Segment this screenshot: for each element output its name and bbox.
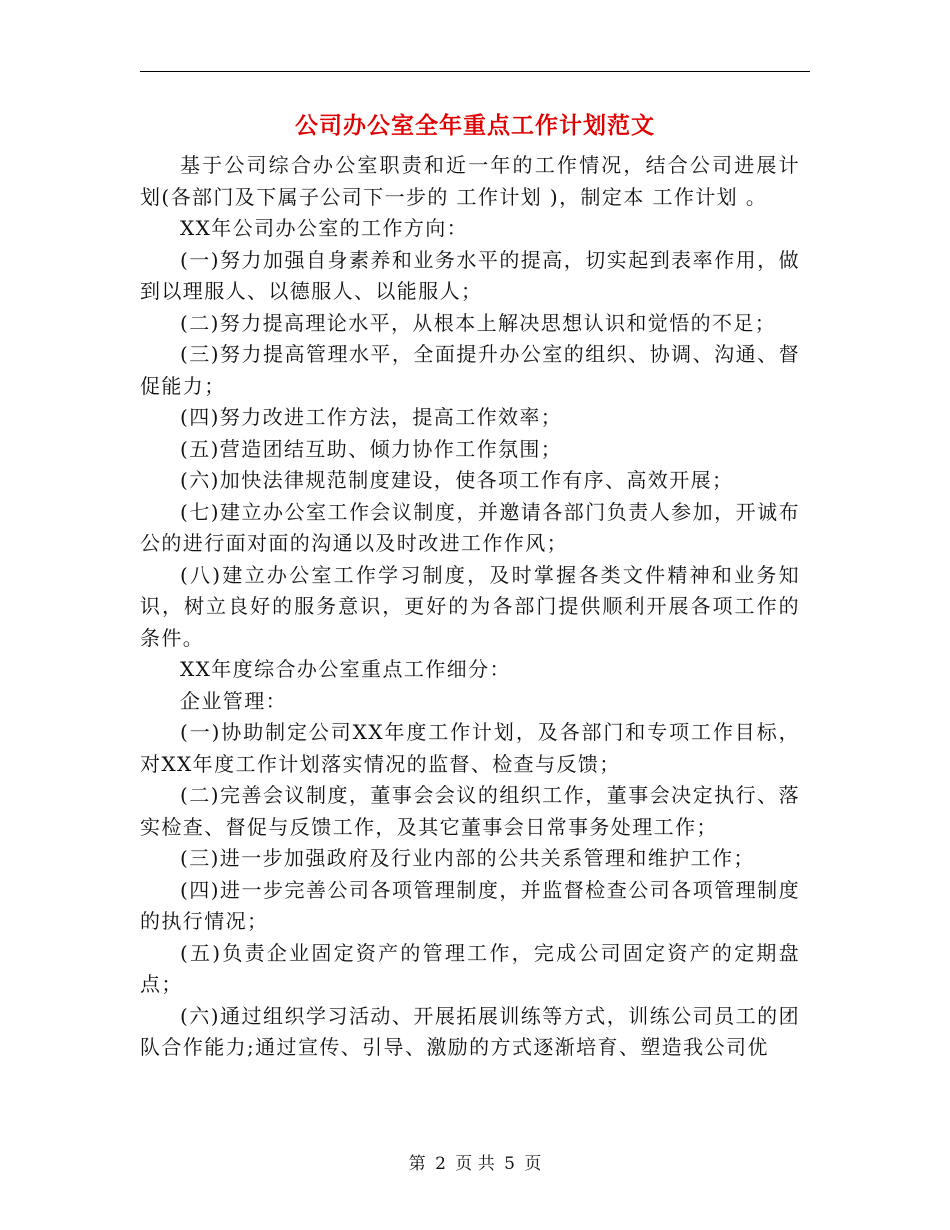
list-item: (三)进一步加强政府及行业内部的公共关系管理和维护工作；	[180, 846, 755, 870]
list-item: (一)协助制定公司XX年度工作计划，及各部门和专项工作目标，对XX年度工作计划落实情况的监督、检查与反馈；	[140, 720, 800, 776]
list-item: (四)进一步完善公司各项管理制度，并监督检查公司各项管理制度的执行情况；	[140, 877, 800, 933]
list-item: (二)努力提高理论水平，从根本上解决思想认识和觉悟的不足；	[180, 310, 777, 335]
header-rule	[140, 71, 810, 72]
page-footer	[0, 1152, 950, 1176]
document-body	[140, 150, 800, 1064]
subsection-heading: 企业管理：	[180, 688, 287, 713]
section-heading: XX年公司办公室的工作方向：	[180, 216, 469, 240]
list-item: (三)努力提高管理水平，全面提升办公室的组织、协调、沟通、督促能力；	[140, 342, 800, 398]
list-item: (六)加快法律规范制度建设，使各项工作有序、高效开展；	[180, 468, 734, 492]
list-item: (八)建立办公室工作学习制度，及时掌握各类文件精神和业务知识，树立良好的服务意识，更好的为各部门提供顺利开展各项工作的条件。	[140, 562, 800, 650]
footer-middle: 页 共	[455, 1154, 495, 1174]
list-item: (四)努力改进工作方法，提高工作效率；	[180, 405, 563, 429]
document-title: 公司办公室全年重点工作计划范文	[295, 113, 655, 139]
list-item: (一)努力加强自身素养和业务水平的提高，切实起到表率作用，做到以理服人、以德服人、以能服人；	[140, 247, 800, 303]
total-pages-number: 5	[504, 1154, 515, 1174]
current-page-number: 2	[435, 1154, 446, 1174]
footer-suffix: 页	[524, 1154, 542, 1174]
list-item: (二)完善会议制度，董事会会议的组织工作，董事会决定执行、落实检查、督促与反馈工作，及其它董事会日常事务处理工作；	[140, 783, 800, 839]
body-paragraph: 基于公司综合办公室职责和近一年的工作情况，结合公司进展计划(各部门及下属子公司下一步的 工作计划 )，制定本 工作计划 。	[140, 153, 800, 209]
list-item: (五)负责企业固定资产的管理工作，完成公司固定资产的定期盘点；	[140, 940, 800, 996]
footer-prefix: 第	[408, 1154, 426, 1174]
list-item: (七)建立办公室工作会议制度，并邀请各部门负责人参加，开诚布公的进行面对面的沟通以及时改进工作作风；	[140, 499, 800, 555]
list-item: (六)通过组织学习活动、开展拓展训练等方式，训练公司员工的团队合作能力;通过宣传、引导、激励的方式逐渐培育、塑造我公司优	[140, 1003, 800, 1059]
section-heading: XX年度综合办公室重点工作细分：	[180, 657, 511, 681]
list-item: (五)营造团结互助、倾力协作工作氛围；	[180, 436, 563, 461]
